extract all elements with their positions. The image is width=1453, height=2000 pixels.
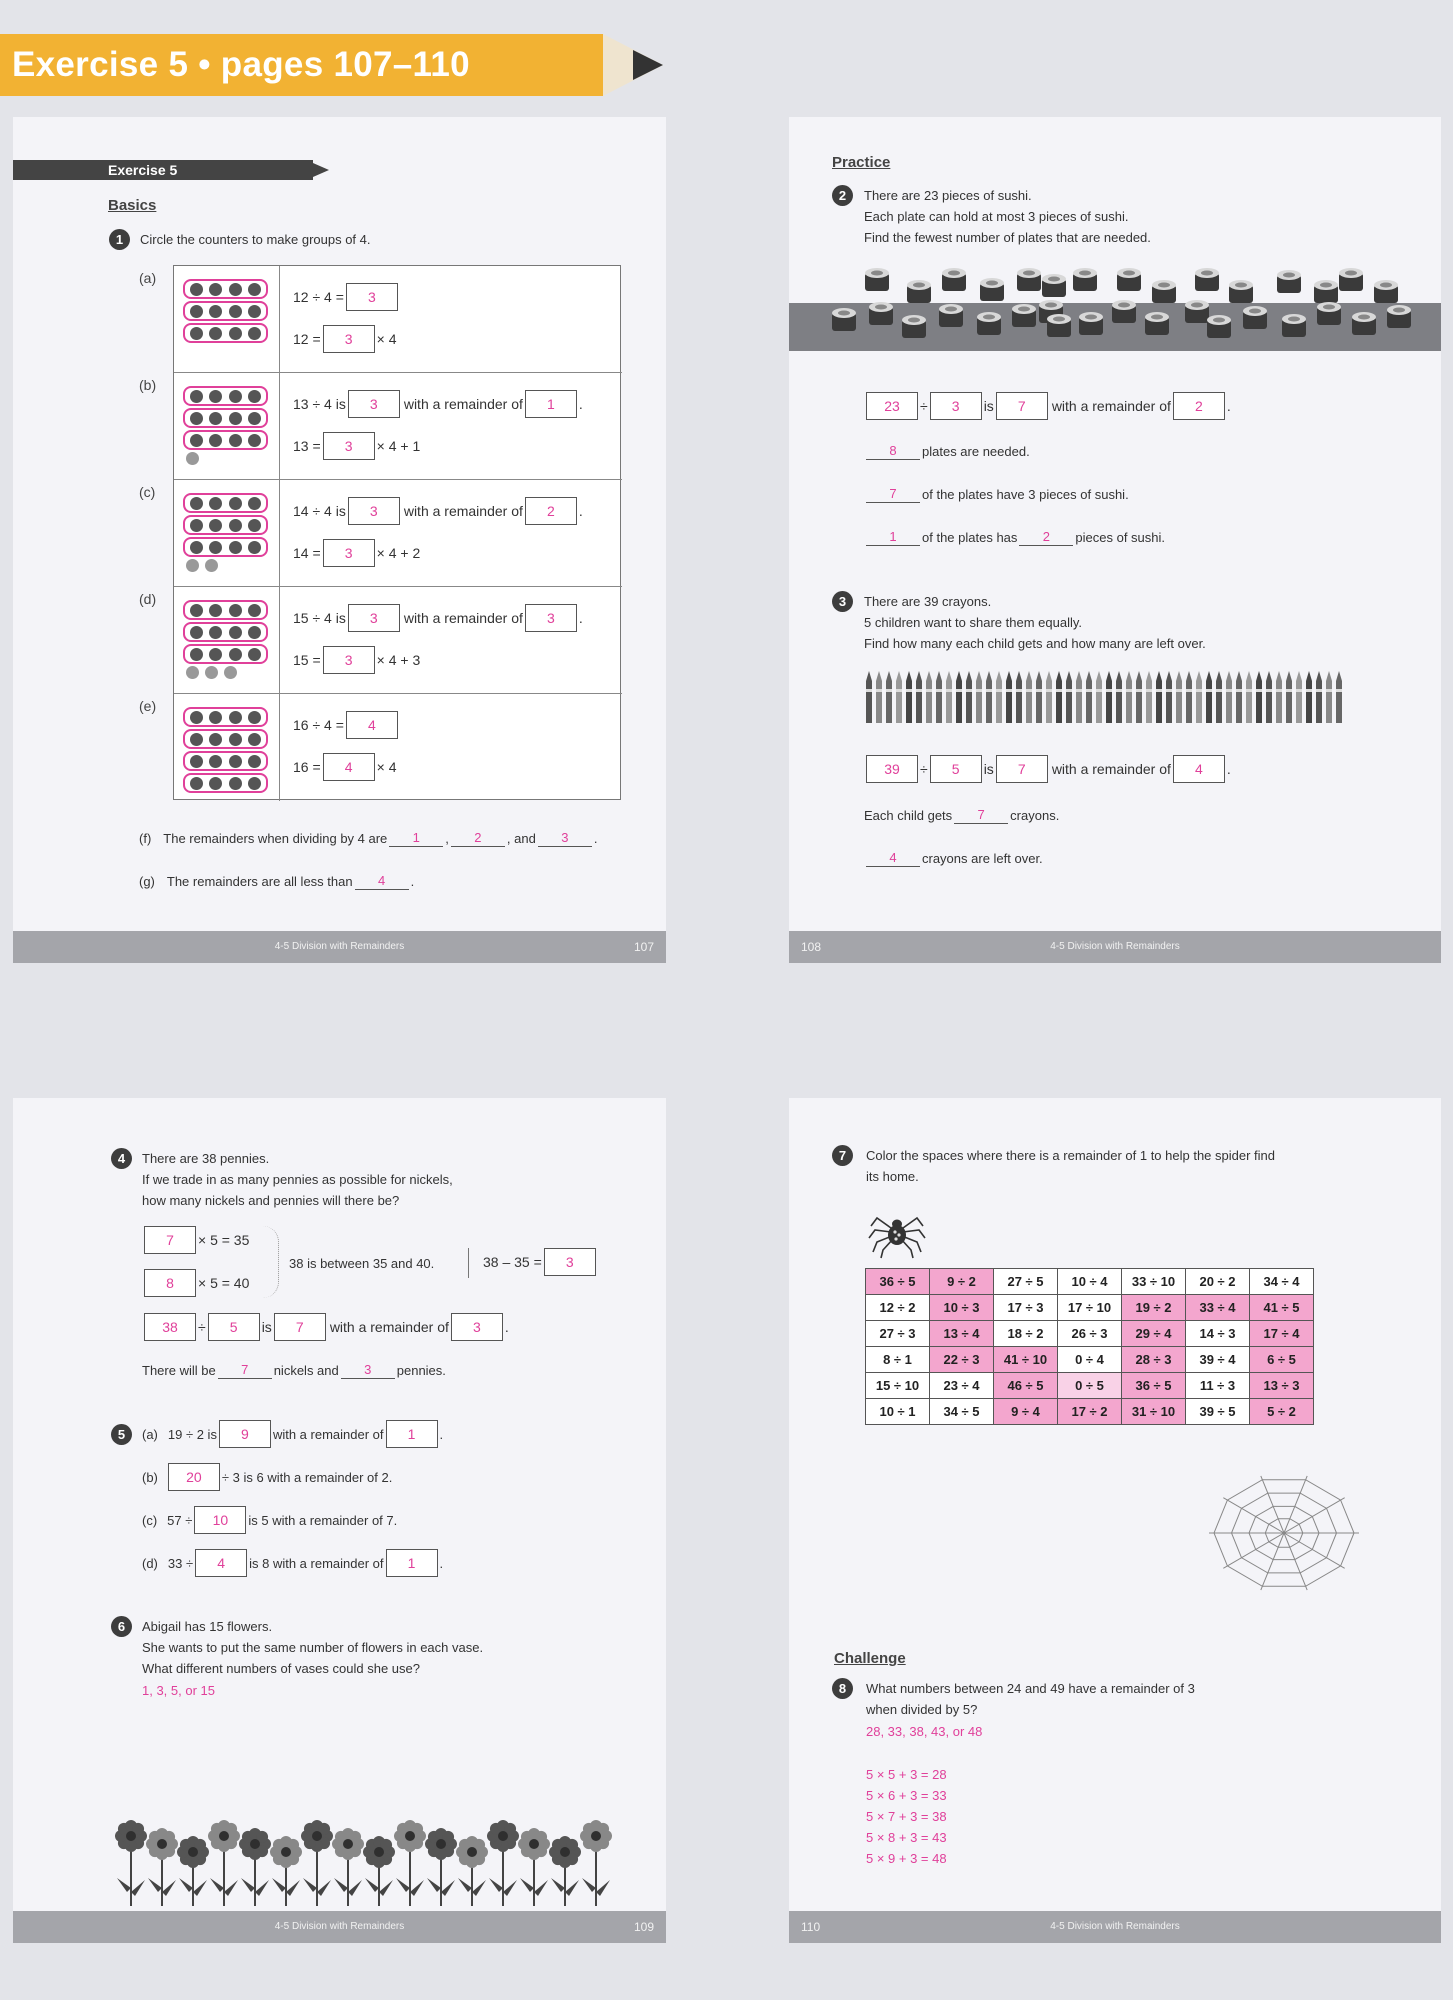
- question-5d: (d) 33 ÷ 4 is 8 with a remainder of 1 .: [142, 1549, 443, 1577]
- page-footer: 4-5 Division with Remainders 110: [789, 1911, 1441, 1943]
- spider-web-icon: [1204, 1468, 1364, 1598]
- question-number: 8: [832, 1678, 853, 1699]
- crayon: [1016, 671, 1022, 723]
- spider-icon: [867, 1202, 927, 1262]
- maze-cell[interactable]: 12 ÷ 2: [866, 1295, 930, 1321]
- crayon: [1186, 671, 1192, 723]
- between-text: 38 is between 35 and 40.: [289, 1256, 435, 1271]
- crayon: [1036, 671, 1042, 723]
- sushi-piece: [1207, 315, 1231, 338]
- crayon-equation: 39 ÷ 5 is 7 with a remainder of 4 .: [864, 755, 1231, 783]
- crayon: [1056, 671, 1062, 723]
- question-text: Color the spaces where there is a remainder of 1 to help the spider find: [866, 1148, 1276, 1163]
- flower: [363, 1836, 395, 1906]
- question-text: Find the fewest number of plates that are needed.: [864, 230, 1151, 245]
- question-5c: (c) 57 ÷ 10 is 5 with a remainder of 7.: [142, 1506, 397, 1534]
- flower: [580, 1820, 612, 1906]
- answer-box[interactable]: 4: [323, 753, 375, 781]
- maze-cell[interactable]: 11 ÷ 3: [1186, 1373, 1250, 1399]
- sushi-piece: [1243, 306, 1267, 329]
- page-number: 107: [633, 940, 654, 954]
- crayon: [1106, 671, 1112, 723]
- question-text: There are 38 pennies.: [142, 1151, 270, 1166]
- answer-text: 1, 3, 5, or 15: [142, 1683, 215, 1698]
- flower: [239, 1828, 271, 1906]
- work-line: 5 × 7 + 3 = 38: [866, 1809, 947, 1824]
- maze-cell[interactable]: 6 ÷ 5: [1250, 1347, 1314, 1373]
- page-footer: 4-5 Division with Remainders 107: [13, 931, 666, 963]
- section-heading: Challenge: [834, 1650, 906, 1667]
- exercise-banner: [0, 34, 603, 96]
- equation-row: 14 ÷ 4 is 3 with a remainder of 2 .: [293, 497, 583, 525]
- maze-cell[interactable]: 27 ÷ 3: [866, 1321, 930, 1347]
- row-label: (b): [139, 377, 157, 393]
- sushi-piece: [865, 268, 889, 291]
- question-number: 7: [832, 1145, 853, 1166]
- sushi-piece: [1317, 302, 1341, 325]
- crayon: [1116, 671, 1122, 723]
- sushi-piece: [1374, 280, 1398, 303]
- equation-row: 13 = 3 × 4 + 1: [293, 432, 420, 460]
- page-footer: 4-5 Division with Remainders 108: [789, 931, 1441, 963]
- row-label: (c): [139, 484, 156, 500]
- maze-cell[interactable]: 34 ÷ 5: [930, 1399, 994, 1425]
- maze-cell[interactable]: 29 ÷ 4: [1122, 1321, 1186, 1347]
- crayon: [1276, 671, 1282, 723]
- sushi-piece: [1079, 312, 1103, 335]
- sushi-piece: [1012, 304, 1036, 327]
- crayon: [916, 671, 922, 723]
- question-text: its home.: [866, 1169, 919, 1184]
- maze-cell[interactable]: 10 ÷ 1: [866, 1399, 930, 1425]
- crayon: [1086, 671, 1092, 723]
- flower: [208, 1820, 240, 1906]
- equation-row: 14 = 3 × 4 + 2: [293, 539, 420, 567]
- crayon: [1266, 671, 1272, 723]
- answer-line: 7 of the plates have 3 pieces of sushi.: [864, 486, 1129, 503]
- flower: [270, 1836, 302, 1906]
- answer-box[interactable]: 3: [323, 646, 375, 674]
- maze-cell[interactable]: 14 ÷ 3: [1186, 1321, 1250, 1347]
- maze-cell[interactable]: 36 ÷ 5: [866, 1269, 930, 1295]
- crayon: [996, 671, 1002, 723]
- remainder-maze: [865, 1268, 1314, 1425]
- maze-cell[interactable]: 9 ÷ 2: [930, 1269, 994, 1295]
- answer-box[interactable]: 3: [323, 539, 375, 567]
- page-number: 110: [801, 1920, 821, 1934]
- maze-cell[interactable]: 27 ÷ 5: [994, 1269, 1058, 1295]
- crayon: [886, 671, 892, 723]
- work-line: 5 × 5 + 3 = 28: [866, 1767, 947, 1782]
- flower: [456, 1836, 488, 1906]
- crayon: [1216, 671, 1222, 723]
- maze-cell[interactable]: 39 ÷ 5: [1186, 1399, 1250, 1425]
- equation-row: 15 ÷ 4 is 3 with a remainder of 3 .: [293, 604, 583, 632]
- sushi-piece: [907, 280, 931, 303]
- page-number: 109: [633, 1920, 654, 1934]
- flower: [115, 1820, 147, 1906]
- maze-cell[interactable]: 23 ÷ 4: [930, 1373, 994, 1399]
- answer-box[interactable]: 4: [346, 711, 398, 739]
- row-label: (a): [139, 270, 157, 286]
- question-text: If we trade in as many pennies as possible for nickels,: [142, 1172, 453, 1187]
- maze-cell[interactable]: 18 ÷ 2: [994, 1321, 1058, 1347]
- crayon: [1066, 671, 1072, 723]
- answer-text: 28, 33, 38, 43, or 48: [866, 1724, 983, 1739]
- question-f: (f) The remainders when dividing by 4 are 1 , 2 , and 3 .: [139, 830, 598, 846]
- question-5a: (a) 19 ÷ 2 is 9 with a remainder of 1 .: [142, 1420, 443, 1448]
- crayon: [1126, 671, 1132, 723]
- crayon: [1196, 671, 1202, 723]
- question-text: when divided by 5?: [866, 1702, 978, 1717]
- maze-cell[interactable]: 10 ÷ 3: [930, 1295, 994, 1321]
- equation-row: 13 ÷ 4 is 3 with a remainder of 1 .: [293, 390, 583, 418]
- answer-line: Each child gets 7 crayons.: [864, 807, 1060, 823]
- row-label: (d): [139, 591, 157, 607]
- flower: [394, 1820, 426, 1906]
- crayon: [1206, 671, 1212, 723]
- page-footer: 4-5 Division with Remainders 109: [13, 1911, 666, 1943]
- crayon: [1176, 671, 1182, 723]
- maze-row: [866, 1399, 1314, 1425]
- sushi-piece: [869, 302, 893, 325]
- sushi-piece: [977, 312, 1001, 335]
- maze-cell[interactable]: 22 ÷ 3: [930, 1347, 994, 1373]
- remainder-box[interactable]: 1: [525, 390, 577, 418]
- flower: [549, 1836, 581, 1906]
- flower: [301, 1820, 333, 1906]
- crayon: [1226, 671, 1232, 723]
- question-g: (g) The remainders are all less than 4 .: [139, 873, 415, 889]
- crayon: [1046, 671, 1052, 723]
- maze-cell[interactable]: 41 ÷ 5: [1250, 1295, 1314, 1321]
- sushi-icon: [789, 265, 1441, 362]
- crayon: [1296, 671, 1302, 723]
- sushi-piece: [1112, 300, 1136, 323]
- banner-title: Exercise 5 • pages 107–110: [12, 45, 470, 84]
- equation-row: 12 = 3 × 4: [293, 325, 397, 353]
- crayon: [926, 671, 932, 723]
- exercise-tab-label: Exercise 5: [108, 162, 178, 178]
- maze-row: [866, 1295, 1314, 1321]
- question-number: 4: [111, 1148, 132, 1169]
- question-text: There are 39 crayons.: [864, 594, 992, 609]
- crayon: [976, 671, 982, 723]
- sushi-piece: [1047, 314, 1071, 337]
- sushi-piece: [1229, 280, 1253, 303]
- question-5b: (b) 20 ÷ 3 is 6 with a remainder of 2.: [142, 1463, 392, 1491]
- maze-cell[interactable]: 17 ÷ 10: [1058, 1295, 1122, 1321]
- maze-cell[interactable]: 5 ÷ 2: [1250, 1399, 1314, 1425]
- sushi-piece: [1117, 268, 1141, 291]
- sushi-piece: [902, 315, 926, 338]
- sushi-equation: 23 ÷ 3 is 7 with a remainder of 2 .: [864, 392, 1231, 420]
- maze-cell[interactable]: 13 ÷ 4: [930, 1321, 994, 1347]
- flower: [487, 1820, 519, 1906]
- crayon: [1146, 671, 1152, 723]
- maze-cell[interactable]: 39 ÷ 4: [1186, 1347, 1250, 1373]
- crayon: [1246, 671, 1252, 723]
- question-number: 1: [109, 229, 130, 250]
- sushi-piece: [832, 308, 856, 331]
- flower: [518, 1828, 550, 1906]
- multiplication-row: 8 × 5 = 40: [142, 1269, 249, 1297]
- section-heading: Basics: [108, 197, 157, 214]
- answer-box[interactable]: 3: [348, 604, 400, 632]
- maze-cell[interactable]: 34 ÷ 4: [1250, 1269, 1314, 1295]
- answer-box[interactable]: 3: [348, 497, 400, 525]
- answer-line: 1 of the plates has 2 pieces of sushi.: [864, 529, 1165, 546]
- question-text: She wants to put the same number of flowers in each vase.: [142, 1640, 484, 1655]
- question-text: Abigail has 15 flowers.: [142, 1619, 273, 1634]
- maze-row: [866, 1321, 1314, 1347]
- answer-box[interactable]: 3: [346, 283, 398, 311]
- sushi-piece: [1017, 268, 1041, 291]
- maze-cell[interactable]: 8 ÷ 1: [866, 1347, 930, 1373]
- maze-cell[interactable]: 31 ÷ 10: [1122, 1399, 1186, 1425]
- crayon: [896, 671, 902, 723]
- equation-row: 16 = 4 × 4: [293, 753, 397, 781]
- maze-cell[interactable]: 26 ÷ 3: [1058, 1321, 1122, 1347]
- flower: [425, 1828, 457, 1906]
- maze-row: [866, 1269, 1314, 1295]
- sushi-piece: [1339, 268, 1363, 291]
- maze-cell[interactable]: 17 ÷ 4: [1250, 1321, 1314, 1347]
- section-heading: Practice: [832, 154, 891, 171]
- crayon: [936, 671, 942, 723]
- sushi-piece: [1073, 268, 1097, 291]
- sushi-piece: [1277, 270, 1301, 293]
- question-text: 5 children want to share them equally.: [864, 615, 1082, 630]
- question-text: What different numbers of vases could she use?: [142, 1661, 420, 1676]
- crayon: [966, 671, 972, 723]
- flower: [146, 1828, 178, 1906]
- maze-row: [866, 1373, 1314, 1399]
- answer-box[interactable]: 3: [323, 432, 375, 460]
- crayon: [1236, 671, 1242, 723]
- maze-cell[interactable]: 13 ÷ 3: [1250, 1373, 1314, 1399]
- maze-cell[interactable]: 10 ÷ 4: [1058, 1269, 1122, 1295]
- maze-cell[interactable]: 28 ÷ 3: [1122, 1347, 1186, 1373]
- crayon: [946, 671, 952, 723]
- question-text: how many nickels and pennies will there be?: [142, 1193, 400, 1208]
- answer-blank[interactable]: 3: [538, 830, 592, 847]
- flower-icon: [113, 1818, 643, 1910]
- work-line: 5 × 9 + 3 = 48: [866, 1851, 947, 1866]
- maze-cell[interactable]: 15 ÷ 10: [866, 1373, 930, 1399]
- sushi-piece: [980, 278, 1004, 301]
- sushi-piece: [1042, 274, 1066, 297]
- sushi-piece: [939, 304, 963, 327]
- remainder-box[interactable]: 3: [525, 604, 577, 632]
- maze-cell[interactable]: 9 ÷ 4: [994, 1399, 1058, 1425]
- crayon: [1136, 671, 1142, 723]
- sushi-piece: [1185, 300, 1209, 323]
- maze-cell[interactable]: 36 ÷ 5: [1122, 1373, 1186, 1399]
- crayon: [986, 671, 992, 723]
- maze-cell[interactable]: 41 ÷ 10: [994, 1347, 1058, 1373]
- question-text: Circle the counters to make groups of 4.: [140, 232, 371, 247]
- maze-row: [866, 1347, 1314, 1373]
- page-109: [13, 1098, 666, 1943]
- multiplication-row: 7 × 5 = 35: [142, 1226, 249, 1254]
- crayon: [1326, 671, 1332, 723]
- answer-blank[interactable]: 1: [389, 830, 443, 847]
- crayon: [1336, 671, 1342, 723]
- crayon: [1156, 671, 1162, 723]
- page-107: [13, 117, 666, 963]
- maze-cell[interactable]: 0 ÷ 4: [1058, 1347, 1122, 1373]
- maze-cell[interactable]: 17 ÷ 2: [1058, 1399, 1122, 1425]
- maze-cell[interactable]: 0 ÷ 5: [1058, 1373, 1122, 1399]
- maze-cell[interactable]: 17 ÷ 3: [994, 1295, 1058, 1321]
- question-number: 2: [832, 185, 853, 206]
- work-line: 5 × 6 + 3 = 33: [866, 1788, 947, 1803]
- sushi-piece: [1152, 280, 1176, 303]
- question-text: What numbers between 24 and 49 have a remainder of 3: [866, 1681, 1195, 1696]
- remainder-box[interactable]: 2: [525, 497, 577, 525]
- question-number: 3: [832, 591, 853, 612]
- answer-blank[interactable]: 4: [355, 873, 409, 890]
- sushi-piece: [1282, 314, 1306, 337]
- maze-cell[interactable]: 46 ÷ 5: [994, 1373, 1058, 1399]
- crayon: [1166, 671, 1172, 723]
- question-number: 6: [111, 1616, 132, 1637]
- answer-line: 4 crayons are left over.: [864, 850, 1043, 867]
- sushi-piece: [942, 268, 966, 291]
- row-label: (e): [139, 698, 157, 714]
- answer-line: 8 plates are needed.: [864, 443, 1030, 460]
- flower: [332, 1828, 364, 1906]
- answer-blank[interactable]: 2: [451, 830, 505, 847]
- crayon: [1316, 671, 1322, 723]
- sushi-piece: [1145, 312, 1169, 335]
- sushi-piece: [1195, 268, 1219, 291]
- crayon: [1006, 671, 1012, 723]
- maze-cell[interactable]: 33 ÷ 4: [1186, 1295, 1250, 1321]
- answer-line: There will be 7 nickels and 3 pennies.: [142, 1362, 446, 1378]
- equation-row: 12 ÷ 4 = 3: [293, 283, 400, 311]
- sushi-piece: [1387, 305, 1411, 328]
- equation-row: 16 ÷ 4 = 4: [293, 711, 400, 739]
- flower: [177, 1836, 209, 1906]
- question-text: Each plate can hold at most 3 pieces of sushi.: [864, 209, 1129, 224]
- maze-cell[interactable]: 19 ÷ 2: [1122, 1295, 1186, 1321]
- answer-box[interactable]: 3: [348, 390, 400, 418]
- question-number: 5: [111, 1424, 132, 1445]
- page-110: [789, 1098, 1441, 1943]
- equation-row: 15 = 3 × 4 + 3: [293, 646, 420, 674]
- crayon: [866, 671, 872, 723]
- crayon: [956, 671, 962, 723]
- sushi-piece: [1352, 312, 1376, 335]
- pennies-equation: 38 ÷ 5 is 7 with a remainder of 3 .: [142, 1313, 509, 1341]
- crayon: [1026, 671, 1032, 723]
- crayon: [1076, 671, 1082, 723]
- crayon: [1286, 671, 1292, 723]
- crayon: [906, 671, 912, 723]
- crayon: [876, 671, 882, 723]
- page-108: [789, 117, 1441, 963]
- question-text: There are 23 pieces of sushi.: [864, 188, 1032, 203]
- question-text: Find how many each child gets and how many are left over.: [864, 636, 1206, 651]
- maze-cell[interactable]: 33 ÷ 10: [1122, 1269, 1186, 1295]
- maze-cell[interactable]: 20 ÷ 2: [1186, 1269, 1250, 1295]
- subtraction-row: 38 – 35 = 3: [483, 1248, 598, 1276]
- work-line: 5 × 8 + 3 = 43: [866, 1830, 947, 1845]
- pencil-tip: [633, 50, 663, 80]
- crayon: [1096, 671, 1102, 723]
- crayon: [1256, 671, 1262, 723]
- sushi-piece: [1314, 280, 1338, 303]
- crayon-icon: [864, 669, 1344, 729]
- page-number: 108: [801, 940, 822, 954]
- crayon: [1306, 671, 1312, 723]
- answer-box[interactable]: 3: [323, 325, 375, 353]
